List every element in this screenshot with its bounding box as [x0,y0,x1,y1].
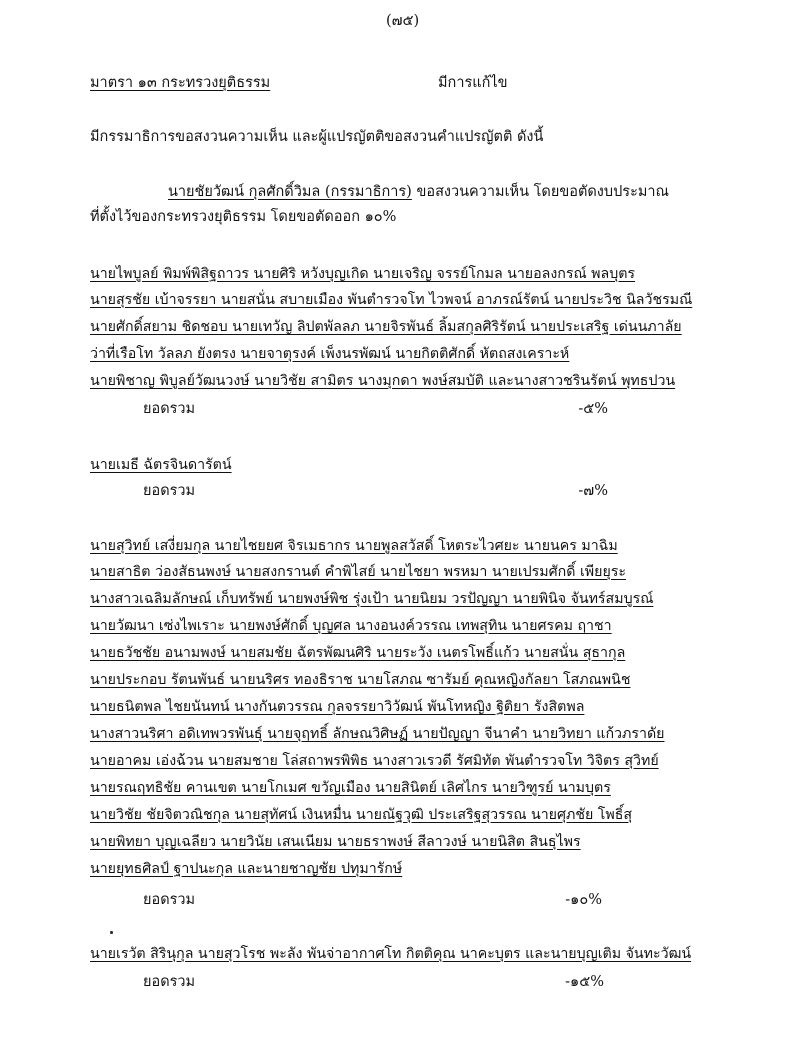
total-label: ยอดรวม [143,483,196,499]
member-names-line: นายไพบูลย์ พิมพ์พิสิฐถาวร นายศิริ หวังบุญเกิด นายเจริญ จรรย์โกมล นายอลงกรณ์ พลบุตร [90,266,636,282]
member-names-line: นายพิชาญ พิบูลย์วัฒนวงษ์ นายวิชัย สามิตร นางมุกดา พงษ์สมบัติ และนางสาวชรินรัตน์ พุทธปวน [90,373,676,389]
member-names-line: นายธวัชชัย อนามพงษ์ นายสมชัย ฉัตรพัฒนศิริ นายระวัง เนตรโพธิ์แก้ว นายสนั่น สุธากุล [90,645,626,661]
member-names-line: นางสาวเฉลิมลักษณ์ เก็บทรัพย์ นายพงษ์พิช รุ่งเป้า นายนิยม วรปัญญา นายพินิจ จันทร์สมบูรณ์ [90,591,654,607]
member-names-line: ว่าที่เรือโท วัลลภ ยังตรง นายจาตุรงค์ เพ็งนรพัฒน์ นายกิตติศักดิ์ หัตถสงเคราะห์ [90,346,570,362]
member-names-line: นายธนิตพล ไชยนันทน์ นางกันตวรรณ กุลจรรยาวิวัฒน์ พันโทหญิง ฐิติยา รังสิตพล [90,699,585,715]
member-names-line: นายอาคม เอ่งฉ้วน นายสมชาย โล่สถาพรพิพิธ นางสาวเรวดี รัศมิทัต พันตำรวจโท วิจิตร สุวิทย์ [90,753,659,769]
member-names-line: นายวัฒนา เซ่งไพเราะ นายพงษ์ศักดิ์ บุญศล นางอนงค์วรรณ เทพสุทิน นายศรคม ฤาชา [90,618,612,634]
member-names-line: นายศักดิ์สยาม ชิดชอบ นายเทวัญ ลิปตพัลลภ นายจิรพันธ์ ลิ้มสกุลศิริรัตน์ นายประเสริฐ เด่นนภาลัย [90,319,682,335]
member-names-line: นายสาธิต ว่องสัธนพงษ์ นายสงกรานต์ คำพิไสย์ นายไชยา พรหมา นายเปรมศักดิ์ เพียยุระ [90,564,627,580]
member-names-line: นายรณฤทธิชัย คานเขต นายโกเมศ ขวัญเมือง นายสินิตย์ เลิศไกร นายวิฑูรย์ นามบุตร [90,780,611,796]
member-names-line: นายพิทยา บุญเฉลียว นายวินัย เสนเนียม นายธราพงษ์ สีลาวงษ์ นายนิสิต สินธุไพร [90,834,581,850]
member-names-line: นายสุรชัย เบ้าจรรยา นายสนั่น สบายเมือง พันตำรวจโท ไวพจน์ อาภรณ์รัตน์ นายประวิช นิลวัชรมณี [90,292,693,308]
page-number: (๗๕) [386,13,420,29]
member-names-line: นายเมธี ฉัตรจินดารัตน์ [90,457,232,473]
committee-reservation-continuation: ที่ตั้งไว้ของกระทรวงยุติธรรม โดยขอตัดออก ๑๐% [90,209,397,225]
total-value: -๗% [578,483,608,499]
total-value: -๑๕% [565,974,604,990]
member-names-line: นายเรวัต สิรินุกุล นายสุวโรช พะลัง พันจ่าอากาศโท กิตติคุณ นาคะบุตร และนายบุญเติม จันทะวัฒน์ [90,946,692,962]
total-value: -๑๐% [565,892,602,908]
total-label: ยอดรวม [143,974,196,990]
member-names-line: นางสาวนริศา อดิเทพวรพันธุ์ นายจุฤทธิ์ ลักษณวิศิษฏ์ นายปัญญา จีนาคำ นายวิทยา แก้วภราดัย [90,726,665,742]
member-names-line: นายประกอบ รัตนพันธ์ นายนริศร ทองธิราช นายโสภณ ซารัมย์ คุณหญิงกัลยา โสภณพนิช [90,672,631,688]
member-names-line: นายวิชัย ชัยจิตวณิชกุล นายสุทัศน์ เงินหมื่น นายณัฐวุฒิ ประเสริฐสุวรรณ นายศุภชัย โพธิ์สุ [90,807,633,823]
committee-member-name: นายชัยวัฒน์ กุลศักดิ์วิมล (กรรมาธิการ) [168,184,412,200]
scan-speck [110,931,113,934]
committee-reservation-text: ขอสงวนความเห็น โดยขอตัดงบประมาณ [411,184,670,200]
section-status: มีการแก้ไข [438,75,508,91]
total-label: ยอดรวม [143,892,196,908]
total-label: ยอดรวม [143,401,196,417]
section-title: มาตรา ๑๓ กระทรวงยุติธรรม [90,75,271,91]
intro-paragraph: มีกรรมาธิการขอสงวนความเห็น และผู้แปรญัตติขอสงวนคำแปรญัตติ ดังนี้ [90,129,544,145]
member-names-line: นายยุทธศิลป์ ฐาปนะกุล และนายชาญชัย ปทุมารักษ์ [90,861,403,877]
total-value: -๕% [578,401,608,417]
member-names-line: นายสุวิทย์ เสงี่ยมกุล นายไชยยศ จิรเมธากร นายพูลสวัสดิ์ โหตระไวศยะ นายนคร มาฉิม [90,538,618,554]
committee-reservation-line [168,183,669,201]
